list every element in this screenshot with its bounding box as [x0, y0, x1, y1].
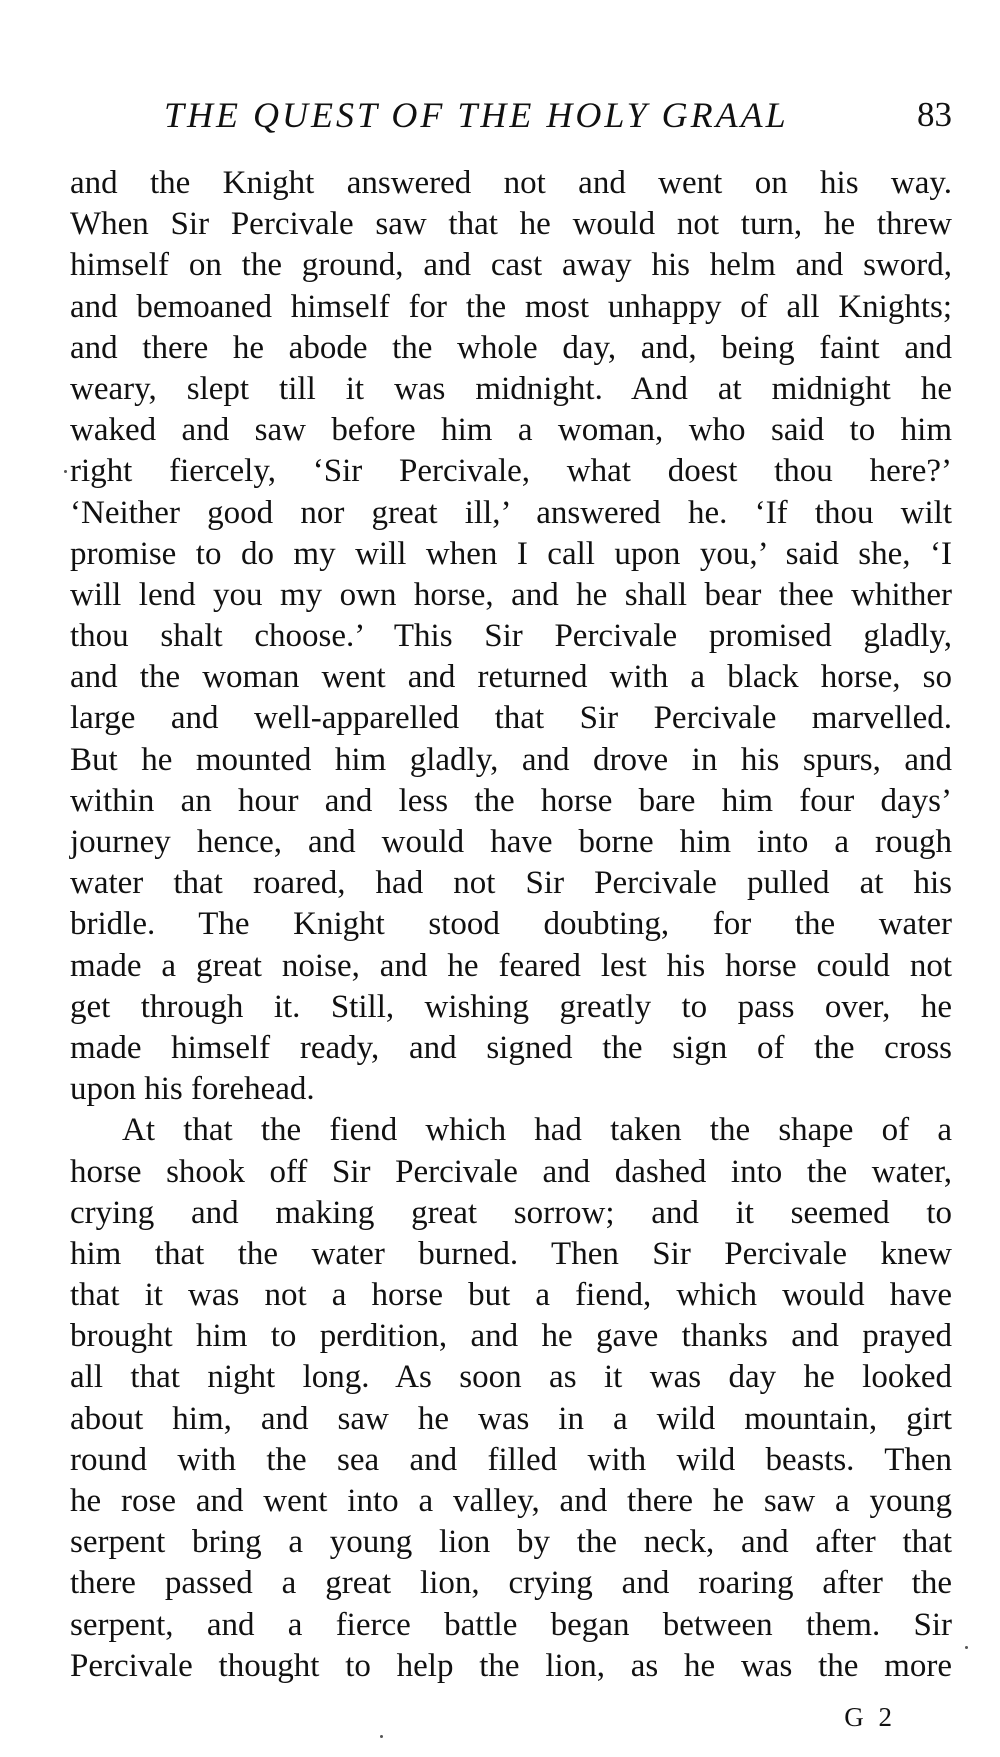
text-line: horse shook off Sir Percivale and dashed into the water,	[70, 1153, 952, 1190]
text-line: But he mounted him gladly, and drove in his spurs, and	[70, 741, 952, 778]
text-line: him that the water burned. Then Sir Percivale knew	[70, 1235, 952, 1272]
text-line: When Sir Percivale saw that he would not turn, he threw	[70, 206, 952, 243]
text-line: weary, slept till it was midnight. And at midnight he	[70, 370, 952, 407]
page-number: 83	[917, 95, 952, 134]
running-title: THE QUEST OF THE HOLY GRAAL	[164, 95, 789, 135]
text-line: bridle. The Knight stood doubting, for the water	[70, 906, 952, 943]
text-line: ‘Neither good nor great ill,’ answered he. ‘If thou wilt	[70, 494, 952, 531]
text-line: upon his forehead.	[70, 1071, 315, 1108]
text-line: thou shalt choose.’ This Sir Percivale promised gladly,	[70, 618, 952, 655]
text-line: and the woman went and returned with a black horse, so	[70, 659, 952, 696]
text-line: and the Knight answered not and went on his way.	[70, 165, 952, 201]
text-line: right fiercely, ‘Sir Percivale, what doest thou here?’	[70, 453, 952, 490]
text-line: he rose and went into a valley, and there he saw a young	[70, 1483, 952, 1519]
text-line: himself on the ground, and cast away his helm and sword,	[70, 247, 952, 284]
text-line: water that roared, had not Sir Percivale pulled at his	[70, 865, 952, 902]
text-line: and there he abode the whole day, and, being faint and	[70, 329, 952, 366]
text-line: about him, and saw he was in a wild mountain, girt	[70, 1400, 952, 1437]
text-line: within an hour and less the horse bare him four days’	[70, 782, 952, 819]
text-line: serpent, and a fierce battle began between them. Sir	[70, 1606, 952, 1643]
text-line: get through it. Still, wishing greatly to pass over, he	[70, 988, 952, 1025]
text-line: serpent bring a young lion by the neck, and after that	[70, 1524, 952, 1561]
text-line: made a great noise, and he feared lest his horse could not	[70, 947, 952, 984]
paragraph	[70, 163, 952, 1110]
text-line: Percivale thought to help the lion, as he was the more	[70, 1647, 952, 1684]
paragraph	[70, 1110, 952, 1687]
text-line: At that the fiend which had taken the shape of a	[122, 1112, 952, 1149]
text-line: journey hence, and would have borne him into a rough	[70, 824, 952, 860]
text-line: waked and saw before him a woman, who said to him	[70, 412, 952, 449]
print-speck	[64, 470, 67, 473]
text-line: large and well-apparelled that Sir Percivale marvelled.	[70, 700, 952, 737]
text-line: brought him to perdition, and he gave thanks and prayed	[70, 1318, 952, 1355]
print-speck	[380, 1735, 383, 1738]
text-line: crying and making great sorrow; and it seemed to	[70, 1194, 952, 1231]
text-line: all that night long. As soon as it was day he looked	[70, 1359, 952, 1396]
running-head	[70, 90, 952, 140]
text-line: will lend you my own horse, and he shall bear thee whither	[70, 576, 952, 613]
text-line: there passed a great lion, crying and roaring after the	[70, 1565, 952, 1602]
signature-mark: G 2	[844, 1702, 896, 1732]
text-line: that it was not a horse but a fiend, which would have	[70, 1277, 952, 1314]
text-line: round with the sea and filled with wild beasts. Then	[70, 1441, 952, 1478]
text-line: made himself ready, and signed the sign of the cross	[70, 1029, 952, 1066]
body-text	[70, 163, 952, 1687]
text-line: promise to do my will when I call upon you,’ said she, ‘I	[70, 535, 952, 572]
text-line: and bemoaned himself for the most unhappy of all Knights;	[70, 288, 952, 325]
print-speck	[965, 1646, 968, 1649]
